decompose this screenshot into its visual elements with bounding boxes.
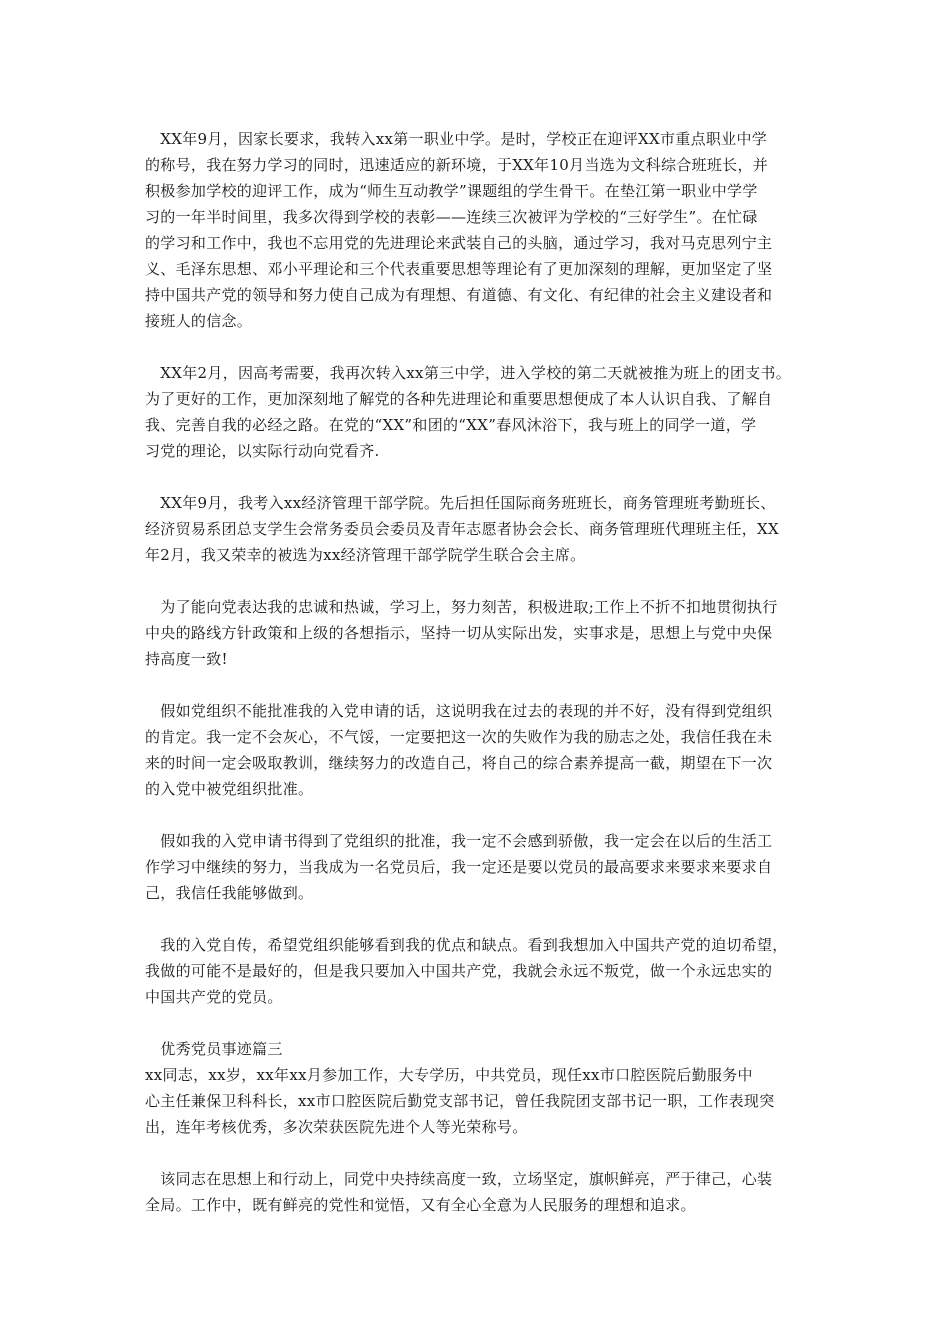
text-line: 年2月，我又荣幸的被选为xx经济管理干部学院学生联合会主席。 bbox=[145, 546, 586, 564]
text-line: 持中国共产党的领导和努力使自己成为有理想、有道德、有文化、有纪律的社会主义建设者和 bbox=[145, 286, 773, 304]
text-line: 接班人的信念。 bbox=[145, 312, 253, 330]
text-line: 我的入党自传，希望党组织能够看到我的优点和缺点。看到我想加入中国共产党的迫切希望， bbox=[145, 936, 788, 954]
text-line: XX年9月，因家长要求，我转入xx第一职业中学。是时，学校正在迎评XX市重点职业中学 bbox=[145, 130, 768, 148]
text-line: 经济贸易系团总支学生会常务委员会委员及青年志愿者协会会长、商务管理班代理班主任，XX bbox=[145, 520, 779, 538]
paragraph-2 bbox=[145, 360, 813, 464]
text-line: 己，我信任我能够做到。 bbox=[145, 884, 314, 902]
text-line: 该同志在思想上和行动上，同党中央持续高度一致，立场坚定，旗帜鲜亮，严于律己，心装 bbox=[145, 1170, 773, 1188]
text-line: 持高度一致! bbox=[145, 650, 228, 668]
paragraph-5 bbox=[145, 698, 813, 802]
paragraph-6 bbox=[145, 828, 813, 906]
text-line: 习的一年半时间里，我多次得到学校的表彰——连续三次被评为学校的“三好学生”。在忙碌 bbox=[145, 208, 758, 226]
section-paragraph-2 bbox=[145, 1166, 813, 1218]
text-line: 我、完善自我的必经之路。在党的“XX”和团的“XX”春风沐浴下，我与班上的同学一道，学 bbox=[145, 416, 757, 434]
text-line: 中国共产党的党员。 bbox=[145, 988, 283, 1006]
paragraph-4 bbox=[145, 594, 813, 672]
text-line: 为了能向党表达我的忠诚和热诚，学习上，努力刻苦，积极进取;工作上不折不扣地贯彻执行 bbox=[145, 598, 778, 616]
text-line: 的学习和工作中，我也不忘用党的先进理论来武装自己的头脑，通过学习，我对马克思列宁主 bbox=[145, 234, 773, 252]
text-line: 出，连年考核优秀，多次荣获医院先进个人等光荣称号。 bbox=[145, 1118, 528, 1136]
text-line: 假如党组织不能批准我的入党申请的话，这说明我在过去的表现的并不好，没有得到党组织 bbox=[145, 702, 773, 720]
section-title: 优秀党员事迹篇三 bbox=[145, 1040, 283, 1058]
text-line: 的入党中被党组织批准。 bbox=[145, 780, 314, 798]
section-paragraph-1 bbox=[145, 1062, 813, 1140]
paragraph-3 bbox=[145, 490, 813, 568]
text-line: 义、毛泽东思想、邓小平理论和三个代表重要思想等理论有了更加深刻的理解，更加坚定了坚 bbox=[145, 260, 773, 278]
text-line: 的肯定。我一定不会灰心，不气馁，一定要把这一次的失败作为我的励志之处，我信任我在未 bbox=[145, 728, 773, 746]
text-line: XX年9月，我考入xx经济管理干部学院。先后担任国际商务班班长，商务管理班考勤班长、 bbox=[145, 494, 776, 512]
text-line: 假如我的入党申请书得到了党组织的批准，我一定不会感到骄傲，我一定会在以后的生活工 bbox=[145, 832, 773, 850]
text-line: 积极参加学校的迎评工作，成为“师生互动教学”课题组的学生骨干。在垫江第一职业中学学 bbox=[145, 182, 758, 200]
text-line: 我做的可能不是最好的，但是我只要加入中国共产党，我就会永远不叛党，做一个永远忠实的 bbox=[145, 962, 773, 980]
paragraph-1 bbox=[145, 126, 813, 334]
text-line: 心主任兼保卫科科长，xx市口腔医院后勤党支部书记，曾任我院团支部书记一职，工作表现突 bbox=[145, 1092, 775, 1110]
text-line: 为了更好的工作，更加深刻地了解党的各种先进理论和重要思想便成了本人认识自我、了解自 bbox=[145, 390, 773, 408]
text-line: xx同志，xx岁，xx年xx月参加工作，大专学历，中共党员，现任xx市口腔医院后勤服务中 bbox=[145, 1066, 753, 1084]
text-line: 中央的路线方针政策和上级的各想指示，坚持一切从实际出发，实事求是，思想上与党中央保 bbox=[145, 624, 773, 642]
text-line: 习党的理论，以实际行动向党看齐. bbox=[145, 442, 380, 460]
text-line: 作学习中继续的努力，当我成为一名党员后，我一定还是要以党员的最高要求来要求来要求自 bbox=[145, 858, 773, 876]
text-line: 全局。工作中，既有鲜亮的党性和觉悟，又有全心全意为人民服务的理想和追求。 bbox=[145, 1196, 696, 1214]
text-line: 来的时间一定会吸取教训，继续努力的改造自己，将自己的综合素养提高一截，期望在下一次 bbox=[145, 754, 773, 772]
paragraph-7 bbox=[145, 932, 813, 1010]
text-line: 的称号，我在努力学习的同时，迅速适应的新环境，于XX年10月当选为文科综合班班长，并 bbox=[145, 156, 769, 174]
document-page bbox=[145, 126, 813, 1218]
text-line: XX年2月，因高考需要，我再次转入xx第三中学，进入学校的第二天就被推为班上的团支书。 bbox=[145, 364, 792, 382]
